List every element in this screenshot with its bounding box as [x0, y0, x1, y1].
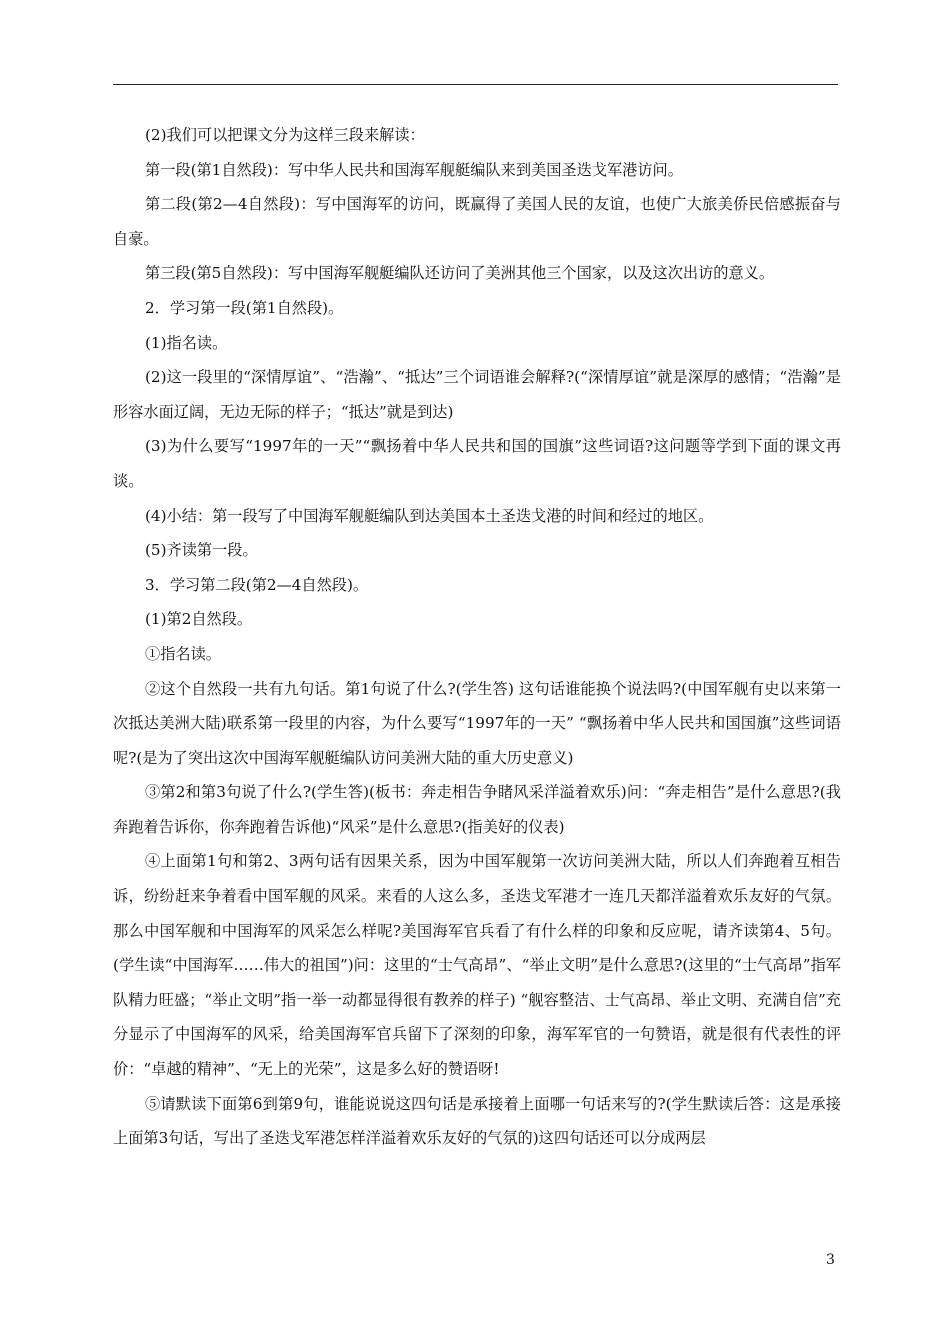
paragraph: 2．学习第一段(第1自然段)。: [145, 298, 344, 317]
paragraph: (1)指名读。: [145, 333, 228, 352]
paragraph: 第二段(第2—4自然段)：写中国海军的访问，既赢得了美国人民的友谊，也使广大旅美侨民倍感振奋与自豪。: [113, 195, 841, 248]
paragraph: (2)这一段里的“深情厚谊”、“浩瀚”、“抵达”三个词语谁会解释?(“深情厚谊”就是深厚的感情；“浩瀚”是形容水面辽阔，无边无际的样子；“抵达”就是到达): [113, 368, 841, 421]
paragraph: (2)我们可以把课文分为这样三段来解读：: [145, 126, 425, 144]
paragraph: 3．学习第二段(第2—4自然段)。: [145, 575, 369, 594]
paragraph: ④上面第1句和第2、3两句话有因果关系，因为中国军舰第一次访问美洲大陆，所以人们奔跑着互相告诉，纷纷赶来争着看中国军舰的风采。来看的人这么多，圣迭戈军港才一连几天都洋溢着欢乐友好的气氛。那么中国军舰和中国海军的风采怎么样呢?美国海军官兵看了有什么样的印象和反应呢，请齐读第4、5句。(学生读“中国海军……伟大的祖国”)问：这里的“士气高昂”、“举止文明”是什么意思?(这里的“士气高昂”指军队精力旺盛；“举止文明”指一举一动都显得很有教养的样子) “舰容整洁、士气高昂、举止文明、充满自信”充分显示了中国海军的风采，给美国海军官兵留下了深刻的印象，海军军官的一句赞语，就是很有代表性的评价：“卓越的精神”、“无上的光荣”，这是多么好的赞语呀!: [113, 852, 841, 1079]
paragraph: ⑤请默读下面第6到第9句，谁能说说这四句话是承接着上面哪一句话来写的?(学生默读后答：这是承接上面第3句话，写出了圣迭戈军港怎样洋溢着欢乐友好的气氛的)这四句话还可以分成两层: [113, 1094, 841, 1148]
paragraph: 第三段(第5自然段)：写中国海军舰艇编队还访问了美洲其他三个国家，以及这次出访的意义。: [145, 264, 775, 283]
paragraph: ①指名读。: [145, 644, 221, 663]
paragraph: 第一段(第1自然段)：写中华人民共和国海军舰艇编队来到美国圣迭戈军港访问。: [145, 160, 683, 179]
paragraph: ③第2和第3句说了什么?(学生答)(板书：奔走相告争睹风采洋溢着欢乐)问：“奔走相告”是什么意思?(我奔跑着告诉你，你奔跑着告诉他)“风采”是什么意思?(指美好的仪表): [113, 783, 841, 836]
paragraph: (4)小结：第一段写了中国海军舰艇编队到达美国本土圣迭戈港的时间和经过的地区。: [145, 506, 714, 525]
header-rule: [113, 84, 838, 85]
paragraph: (3)为什么要写“1997年的一天”“飘扬着中华人民共和国的国旗”这些词语?这问题等学到下面的课文再谈。: [113, 437, 841, 490]
paragraph: ②这个自然段一共有九句话。第1句说了什么?(学生答) 这句话谁能换个说法吗?(中国军舰有史以来第一次抵达美洲大陆)联系第一段里的内容，为什么要写“1997年的一天” “飘扬着中华人民共和国国旗”这些词语呢?(是为了突出这次中国海军舰艇编队访问美洲大陆的重大历史意义): [113, 679, 841, 767]
paragraph: (1)第2自然段。: [145, 610, 253, 629]
page-number: 3: [826, 1252, 835, 1268]
paragraph: (5)齐读第一段。: [145, 541, 258, 560]
document-body: [113, 118, 841, 1156]
